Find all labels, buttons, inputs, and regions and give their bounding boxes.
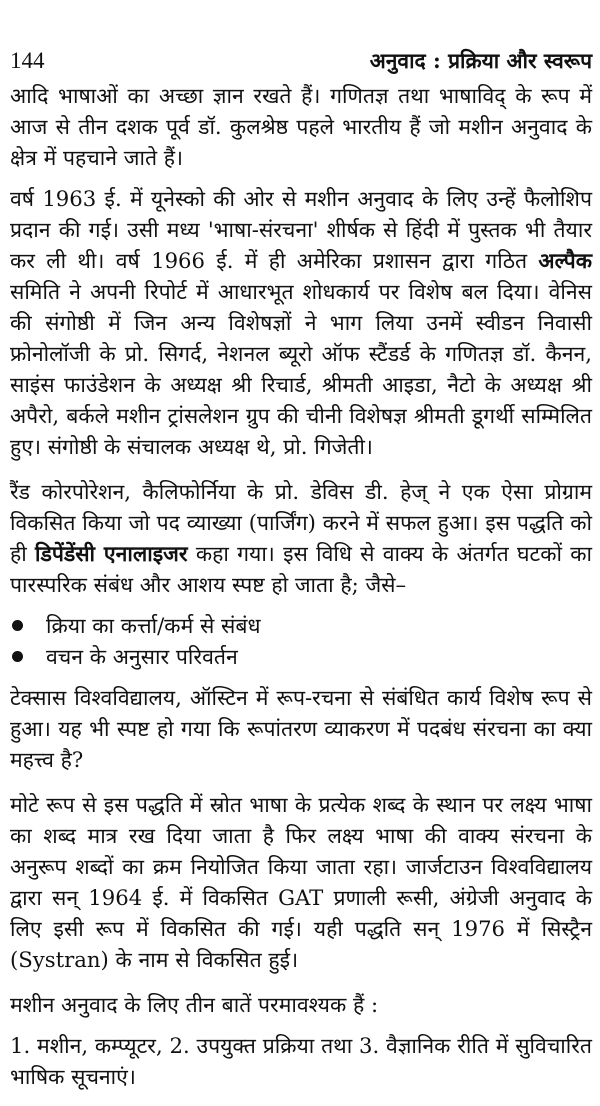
paragraph-rand [10,476,592,600]
list-item [10,641,592,672]
page-number: 144 [10,48,45,73]
paragraph-unesco [10,183,592,462]
paragraph-rand-text-a: रैंड कोरपोरेशन, कैलिफोर्निया के प्रो. डेविस डी. हेज् ने एक ऐसा प्रोग्राम विकसित किया जो पद व्याख्या (पार्जिंग) करने में सफल हुआ। इस पद्धति को ही [10,479,592,566]
page-header [10,48,592,82]
list-item-text: क्रिया का कर्त्ता/कर्म से संबंध [46,613,261,638]
dependency-analyzer-term: डिपेंडेंसी एनालाइजर [35,541,188,566]
running-title: अनुवाद : प्रक्रिया और स्वरूप [369,48,592,73]
paragraph-unesco-text-b: समिति ने अपनी रिपोर्ट में आधारभूत शोधकार्य पर विशेष बल दिया। वेनिस की संगोष्ठी में जिन अन्य विशेषज्ञों ने भाग लिया उनमें स्वीडन निवासी फ्रोनोलॉजी के प्रो. सिगर्द, नेशनल ब्यूरो ऑफ स्टैंडर्ड के गणितज्ञ डॉ. कैनन, साइंस फाउंडेशन के अध्यक्ष श्री रिचार्ड, श्रीमती आइडा, नैटो के अध्यक्ष श्री अपैरो, बर्कले मशीन ट्रांसलेशन ग्रुप की चीनी विशेषज्ञ श्रीमती डूगर्थी सम्मिलित हुए। संगोष्ठी के संचालक अध्यक्ष थे, प्रो. गिजेती। [10,279,592,459]
paragraph-method: मोटे रूप से इस पद्धति में स्रोत भाषा के प्रत्येक शब्द के स्थान पर लक्ष्य भाषा का शब्द मात्र रख दिया जाता है फिर लक्ष्य भाषा की वाक्य संरचना के अनुरूप शब्दों का क्रम नियोजित किया जाता रहा। जार्जटाउन विश्वविद्यालय द्वारा सन् 1964 ई. में विकसित GAT प्रणाली रूसी, अंग्रेजी अनुवाद के लिए इसी रूप में विकसित की गई। यही पद्धति सन् 1976 में सिस्ट्रैन (Systran) के नाम से विकसित हुई। [10,792,592,972]
bullet-icon [12,651,23,662]
paragraph-unesco-text-a: वर्ष 1963 ई. में यूनेस्को की ओर से मशीन अनुवाद के लिए उन्हें फैलोशिप प्रदान की गई। उसी मध्य 'भाषा-संरचना' शीर्षक से हिंदी में पुस्तक भी तैयार कर ली थी। वर्ष 1966 ई. में ही अमेरिका प्रशासन द्वारा गठित [10,186,592,273]
page-body [10,80,592,1106]
bullet-list [10,610,592,672]
paragraph-rand-text-b: कहा गया। इस विधि से वाक्य के अंतर्गत घटकों का पारस्परिक संबंध और आशय स्पष्ट हो जाता है; जैसे– [10,541,592,597]
list-item [10,610,592,641]
list-item-text: वचन के अनुसार परिवर्तन [46,644,238,669]
paragraph-intro: आदि भाषाओं का अच्छा ज्ञान रखते हैं। गणितज्ञ तथा भाषाविद् के रूप में आज से तीन दशक पूर्व डॉ. कुलश्रेष्ठ पहले भारतीय हैं जो मशीन अनुवाद के क्षेत्र में पहचाने जाते हैं। [10,83,592,170]
paragraph-requirements-heading: मशीन अनुवाद के लिए तीन बातें परमावश्यक हैं : [10,992,379,1017]
paragraph-requirements-list: 1. मशीन, कम्प्यूटर, 2. उपयुक्त प्रक्रिया तथा 3. वैज्ञानिक रीति में सुविचारित भाषिक सूचनाएं। [10,1033,592,1089]
paragraph-texas: टेक्सास विश्वविद्यालय, ऑस्टिन में रूप-रचना से संबंधित कार्य विशेष रूप से हुआ। यह भी स्पष्ट हो गया कि रूपांतरण व्याकरण में पदबंध संरचना का क्या महत्त्व है? [10,685,592,772]
bullet-icon [12,620,23,631]
alpac-term: अल्पैक [538,248,592,273]
